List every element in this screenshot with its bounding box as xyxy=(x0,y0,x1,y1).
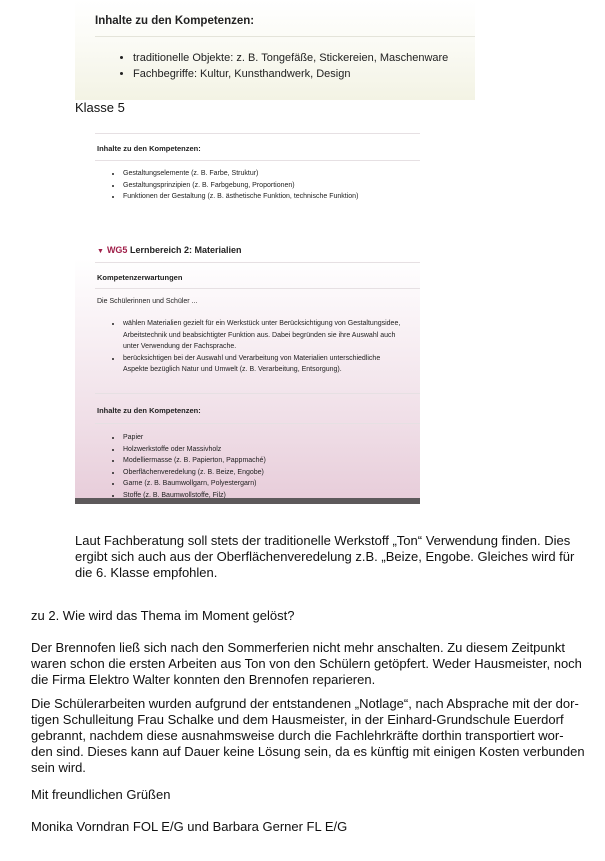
question-heading: zu 2. Wie wird das Thema im Moment gelöst? xyxy=(31,608,295,623)
inhalte-heading: Inhalte zu den Kompetenzen: xyxy=(97,144,201,153)
lernbereich-title: Lernbereich 2: Materialien xyxy=(129,245,242,255)
material-list xyxy=(115,432,266,501)
divider xyxy=(95,160,420,161)
divider xyxy=(95,288,420,289)
paragraph-schuelerarbeiten: Die Schülerarbeiten wurden aufgrund der entstandenen „Notlage“, nach Absprache mit der dor- tigen Schulleitung Frau Schalke und dem Hausmeister, in der Einhard-Grundschule Euerdorf gebrannt, nachdem diese ausnahmsweise durch die Fachlehrkräfte dorthin transportiert wor- den sind. Dieses kann auf Dauer keine Lösung sein, da es künftig mit einigen Kosten verbunden sein wird. xyxy=(31,696,585,775)
list-item: • wählen Materialien gezielt für ein Werkstück unter Berücksichtigung von Gestaltungsidee, Arbeitstechnik und beabsichtigter Funktion aus. Dabei begründen sie ihre Auswahl auch unter Verwendung der Fachsprache. xyxy=(122,318,402,353)
list-item: • traditionelle Objekte: z. B. Tongefäße, Stickereien, Maschenware xyxy=(133,50,448,66)
divider xyxy=(95,393,420,394)
list-item: • Funktionen der Gestaltung (z. B. ästhetische Funktion, technische Funktion) xyxy=(122,191,358,203)
inhalte-heading: Inhalte zu den Kompetenzen: xyxy=(95,15,255,27)
divider xyxy=(95,36,475,37)
list-item: • berücksichtigen bei der Auswahl und Verarbeitung von Materialien unterschiedliche Aspekte bezüglich Natur und Umwelt (z. B. Verarbeitung, Entsorgung). xyxy=(122,353,402,376)
inhalte-list xyxy=(121,50,448,82)
closing-greeting: Mit freundlichen Grüßen xyxy=(31,787,171,802)
list-item: • Oberflächenveredelung (z. B. Beize, Engobe) xyxy=(122,467,266,479)
list-item: • Fachbegriffe: Kultur, Kunsthandwerk, Design xyxy=(133,66,448,82)
list-item: • Gestaltungselemente (z. B. Farbe, Struktur) xyxy=(122,168,358,180)
signature-line: Monika Vorndran FOL E/G und Barbara Gerner FL E/G xyxy=(31,819,348,834)
list-item: • Papier xyxy=(122,432,266,444)
image-bottom-edge xyxy=(75,498,420,504)
gestaltung-list xyxy=(115,168,358,203)
paragraph-brennofen: Der Brennofen ließ sich nach den Sommerferien nicht mehr anschalten. Zu diesem Zeitpunkt waren schon die ersten Arbeiten aus Ton von den Schülern getöpfert. Weder Hausmeister, noch die Firma Elektro Walter konnten den Brennofen reparieren. xyxy=(31,640,582,687)
kompetenz-list xyxy=(115,318,402,376)
list-item: • Garne (z. B. Baumwollgarn, Polyestergarn) xyxy=(122,478,266,490)
divider xyxy=(95,262,420,263)
list-item: • Holzwerkstoffe oder Massivholz xyxy=(122,444,266,456)
klasse-label: Klasse 5 xyxy=(75,100,125,115)
list-item: • Stoffe (z. B. Baumwollstoffe, Filz) xyxy=(122,490,266,502)
list-item: • Gestaltungsprinzipien (z. B. Farbgebung, Proportionen) xyxy=(122,180,358,192)
intro-text: Die Schülerinnen und Schüler ... xyxy=(97,298,198,305)
collapse-triangle-icon: ▼ xyxy=(97,248,104,255)
paragraph-fachberatung: Laut Fachberatung soll stets der traditionelle Werkstoff „Ton“ Verwendung finden. Dies ergibt sich auch aus der Oberflächenveredelung z.B. „Beize, Engobe. Gleiches wird für die 6. Klasse empfohlen. xyxy=(75,533,575,580)
curriculum-excerpt-image-1 xyxy=(75,0,475,100)
divider xyxy=(95,423,420,424)
inhalte-heading: Inhalte zu den Kompetenzen: xyxy=(97,406,201,415)
curriculum-excerpt-image-2 xyxy=(75,127,420,504)
kompetenz-heading: Kompetenzerwartungen xyxy=(97,273,183,282)
list-item: • Modelliermasse (z. B. Papierton, Pappmaché) xyxy=(122,455,266,467)
divider xyxy=(95,133,420,134)
lernbereich-code: WG5 xyxy=(106,245,128,255)
lernbereich-heading xyxy=(97,245,242,255)
